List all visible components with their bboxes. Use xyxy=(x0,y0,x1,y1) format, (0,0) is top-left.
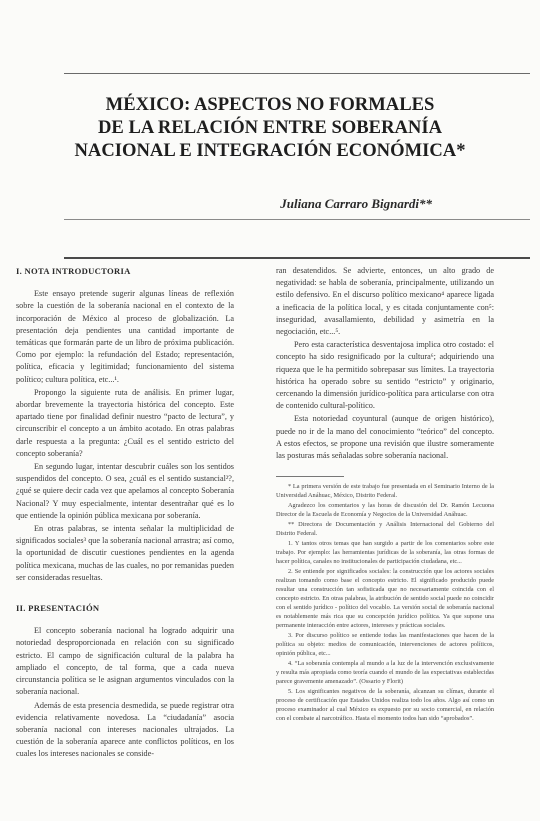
paragraph: ran desatendidos. Se advierte, entonces, un alto grado de negatividad: se habla de soberanía, principalmente, utilizando un estilo defensivo. En el discurso político mexicano⁴ aparece ligada a ineficacia de la política local, y es citada conjuntamente con⁵: inseguridad, avasallamiento, debilidad y asimetría en la negociación, etc...⁵. xyxy=(276,266,494,337)
footnote: 4. “La soberanía contempla al mundo a la luz de la intervención exclusivamente y resulta más apropiada como teoría cuando el mundo de las expectativas establecidas parece gravemente amenazado”. (Ossario y Florit) xyxy=(276,660,494,686)
article-title xyxy=(0,93,540,162)
section-rule xyxy=(64,257,530,259)
author-name: Juliana Carraro Bignardi** xyxy=(280,196,432,211)
author-rule xyxy=(64,219,530,220)
section-spacer xyxy=(16,584,234,602)
title-line-2: DE LA RELACIÓN ENTRE SOBERANÍA xyxy=(97,117,443,138)
paragraph: En otras palabras, se intenta señalar la multiplicidad de significados sociales³ que la soberanía nacional arrastra; así como, la oportunidad de discutir cuestiones pendientes en la agenda política mexicana, muchas de las cuales, no por remanidas pueden ser consideradas resueltas. xyxy=(16,524,234,582)
title-line-3: NACIONAL E INTEGRACIÓN ECONÓMICA* xyxy=(74,140,466,161)
footnote: ** Directora de Documentación y Análisis Internacional del Gobierno del Distrito Federal. xyxy=(276,521,494,538)
footnote: 1. Y tantos otros temas que han surgido a partir de los comentarios sobre este trabajo. Por ejemplo: las herramientas jurídicas de la soberanía, las otras formas de hacer política, canales no institucionales de participación ciudadana, etc... xyxy=(276,540,494,566)
paragraph: En segundo lugar, intentar descubrir cuáles son los sentidos suspendidos del concepto. O sea, ¿cuál es el sentido sustancial²?, ¿qué se quiere decir cada vez que apelamos al concepto Soberanía Nacional? Y muy especialmente, intentar desentrañar qué es lo que entiende la opinión pública mexicana por soberanía. xyxy=(16,462,234,520)
footnote: Agradezco los comentarios y las horas de discusión del Dr. Ramón Lecuona Director de la Escuela de Economía y Negocios de la Universidad Anáhuac. xyxy=(276,502,494,519)
footnote: 2. Se entiende por significados sociales: la construcción que los actores sociales realizan tomando como base el concepto estricto. El significado producido puede resultar una construcción tan sofisticada que no necesariamente coincida con el concepto estricto. En otras palabras, la atribución de sentido social puede no coincidir con el sentido jurídico - político del vocablo. La versión social de soberanía nacional es notablemente más rica que su concepción jurídico política. Ya que supone una permanente interacción entre actores, intereses y prácticas sociales. xyxy=(276,568,494,630)
section-heading-presentation: II. PRESENTACIÓN xyxy=(16,603,100,614)
footnote: 3. Por discurso político se entiende todas las manifestaciones que hacen de la política su objeto: medios de comunicación, intervenciones de actores políticos, opinión pública, etc... xyxy=(276,632,494,658)
paragraph: Además de esta presencia desmedida, se puede registrar otra evidencia relativamente novedosa. La “ciudadanía” asocia soberanía nacional con intereses nacionales ultrajados. La cuestión de la soberanía aparece ante conflictos políticos, en los cuales los intereses nacionales se conside- xyxy=(16,700,234,759)
paragraph: Pero esta característica desventajosa implica otro costado: el concepto ha sido resignificado por la cultura⁶; adquiriendo una riqueza que le ha permitido sobrepasar sus límites. La trayectoria histórica ha operado sobre su sentido “estricto” y originario, cercenando la dimensión jurídico-política para articularse con otra de contenido cultural-político. xyxy=(276,340,494,411)
section-heading-intro: I. NOTA INTRODUCTORIA xyxy=(16,266,131,276)
footnote: 5. Los significantes negativos de la soberanía, alcanzan su clímax, durante el proceso de certificación que Estados Unidos realiza todo los años. Algo así como un proceso examinador al cual México es expuesto por su socio comercial, en relación con el combate al narcotráfico. Hasta el momento todos han sido “aprobados”. xyxy=(276,688,494,723)
left-column xyxy=(16,265,234,761)
right-column xyxy=(276,265,494,723)
title-line-1: MÉXICO: ASPECTOS NO FORMALES xyxy=(105,94,435,115)
paragraph: Esta notoriedad coyuntural (aunque de origen histórico), puede no ir de la mano del conocimiento “teórico” del concepto. A estos efectos, se propone una revisión que ilustre someramente las posturas más señaladas sobre soberanía nacional. xyxy=(276,414,494,461)
top-rule xyxy=(64,73,530,74)
paragraph: Propongo la siguiente ruta de análisis. En primer lugar, abordar brevemente la trayectoria histórica del concepto. Este apartado tiene por finalidad definir nuestro “pacto de lectura”, y circunscribir el concepto a un ámbito acotado. En otras palabras darle respuesta a la pregunta: ¿Cuál es el sentido estricto del concepto soberanía? xyxy=(16,387,234,458)
paragraph: El concepto soberanía nacional ha logrado adquirir una notoriedad desproporcionada en relación con su significado estricto. El campo de significación cultural de la palabra ha ampliado el concepto, de tal forma, que a cada nueva circunstancia política se le asignan argumentos vinculados con la soberanía nacional. xyxy=(16,626,234,697)
paragraph: Este ensayo pretende sugerir algunas líneas de reflexión sobre la cuestión de la soberanía nacional en el contexto de la incorporación de México al proceso de globalización. La presentación deja pendientes una cantidad importante de temáticas que formarán parte de un libro de próxima publicación. Como por ejemplo: la refundación del Estado; representación, política, eficacia y legitimidad; funcionamiento del sistema político; cultura política, etc...¹. xyxy=(16,289,234,384)
footnote-rule xyxy=(276,476,344,477)
footnote: * La primera versión de este trabajo fue presentada en el Seminario Interno de la Universidad Anáhuac, México, Distrito Federal. xyxy=(276,483,494,500)
